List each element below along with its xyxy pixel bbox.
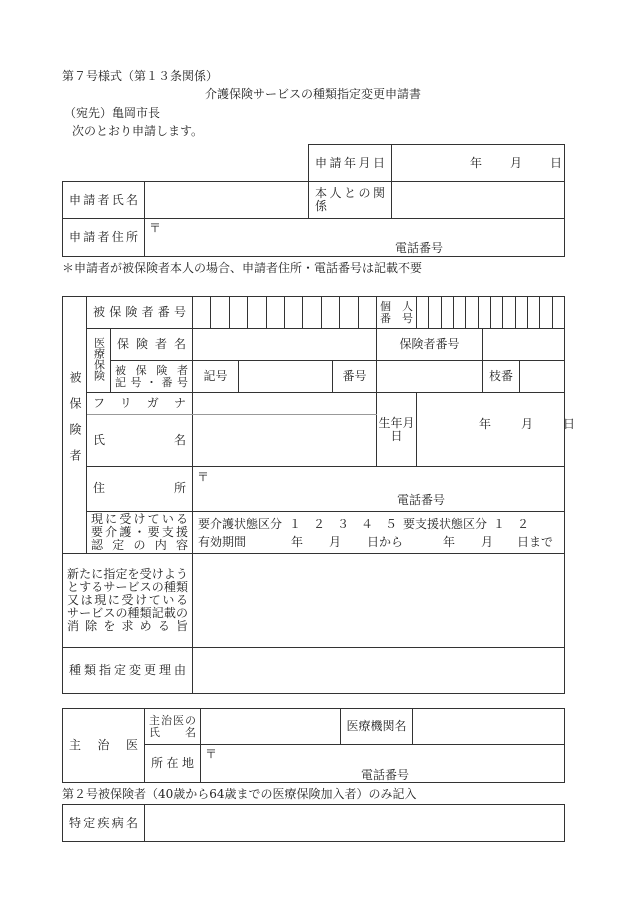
phone-label: 電話番号: [361, 768, 410, 782]
symbol-field[interactable]: [239, 361, 333, 393]
change-reason-field[interactable]: [193, 647, 565, 693]
service-purpose-field[interactable]: [193, 553, 565, 647]
date-unit-year: 年: [470, 156, 483, 170]
branch-label: 枝番: [483, 361, 520, 392]
birthdate-field[interactable]: [417, 393, 576, 467]
insurer-name-field[interactable]: [193, 329, 377, 361]
insured-number-field[interactable]: [193, 297, 377, 329]
form-title: 介護保険サービスの種類指定変更申請書: [205, 87, 422, 101]
insured-address-label: 住所: [87, 467, 193, 511]
birth-unit-year: 年: [479, 417, 492, 432]
valid-period-label: 有効期間: [198, 534, 247, 549]
from-unit-year: 年: [291, 534, 304, 549]
applicant-address-field[interactable]: [145, 219, 565, 257]
insurer-number-label: 保険者番号: [377, 329, 483, 361]
personal-number-label: 個 人 番 号: [377, 297, 417, 329]
date-unit-month: 月: [510, 156, 523, 170]
birthdate-label: 生年月日: [377, 393, 417, 467]
to-unit-year: 年: [443, 534, 456, 549]
support-level-label: 要支援状態区分: [403, 516, 488, 531]
applicant-table: [62, 144, 565, 257]
insured-number-label: 被保険者番号: [87, 297, 193, 329]
to-unit-day: 日まで: [517, 534, 554, 549]
application-date-label: 申請年月日: [309, 145, 392, 182]
intro-text: 次のとおり申請します。: [72, 124, 204, 138]
disease-field[interactable]: [145, 805, 565, 842]
disease-label: 特定疾病名: [63, 805, 145, 842]
policy-symbol-number-label: 被保険者 記号・番号: [111, 361, 193, 393]
phone-label: 電話番号: [397, 493, 446, 508]
care-level-label: 要介護状態区分: [198, 516, 283, 531]
relation-label: 本人との関係: [309, 182, 392, 219]
applicant-address-label: 申請者住所: [63, 219, 145, 257]
institution-field[interactable]: [413, 709, 565, 745]
doctor-name-field[interactable]: [201, 709, 341, 745]
doctor-group-label: 主治医: [63, 709, 145, 783]
from-unit-day: 日から: [367, 534, 404, 549]
personal-number-field[interactable]: [417, 297, 565, 329]
branch-number-field[interactable]: [483, 361, 565, 393]
number-label: 番号: [333, 361, 377, 393]
footer-note: 第２号被保険者（40歳から64歳までの医療保険加入者）のみ記入: [62, 787, 417, 801]
number-field[interactable]: [377, 361, 483, 393]
insured-name-field[interactable]: [193, 415, 377, 467]
institution-label: 医療機関名: [341, 709, 413, 745]
application-date-field[interactable]: [392, 145, 565, 182]
to-unit-month: 月: [481, 534, 494, 549]
form-number: 第７号様式（第１３条関係）: [62, 69, 219, 83]
doctor-table: [62, 708, 565, 783]
certification-label: 現に受けている 要介護・要支援 認定の内容: [87, 511, 193, 553]
disease-table: [62, 804, 565, 842]
date-unit-day: 日: [550, 156, 563, 170]
insured-name-label: 氏名: [87, 415, 193, 467]
insurer-number-field[interactable]: [483, 329, 565, 361]
doctor-location-field[interactable]: [201, 745, 565, 783]
furigana-field[interactable]: [193, 393, 377, 415]
addressee: （宛先）亀岡市長: [64, 106, 161, 120]
change-reason-label: 種類指定変更理由: [63, 647, 193, 693]
relation-field[interactable]: [392, 182, 565, 219]
furigana-label: フリガナ: [87, 393, 193, 415]
applicant-note: ＊申請者が被保険者本人の場合、申請者住所・電話番号は記載不要: [62, 261, 423, 275]
insured-address-field[interactable]: [193, 467, 565, 511]
birth-unit-day: 日: [563, 417, 576, 432]
postal-mark: 〒: [197, 470, 210, 485]
phone-label: 電話番号: [395, 241, 444, 255]
service-purpose-label: 新たに指定を受けよう とするサービスの種類 又は現に受けている サービスの種類記載の 消除を求める旨: [63, 553, 193, 647]
postal-mark: 〒: [205, 747, 218, 761]
insured-table: [62, 296, 576, 694]
applicant-name-label: 申請者氏名: [63, 182, 145, 219]
care-level-options[interactable]: １ ２ ３ ４ ５: [289, 516, 398, 531]
medical-insurance-label: 医療保険: [87, 329, 111, 393]
postal-mark: 〒: [149, 221, 162, 235]
doctor-location-label: 所在地: [145, 745, 201, 783]
birth-unit-month: 月: [521, 417, 534, 432]
insurer-name-label: 保険者名: [111, 329, 193, 361]
insured-group-label: 被保険者: [63, 297, 87, 554]
applicant-name-field[interactable]: [145, 182, 309, 219]
symbol-label: 記号: [193, 361, 239, 393]
from-unit-month: 月: [329, 534, 342, 549]
support-level-options[interactable]: １ ２: [493, 516, 530, 531]
certification-field[interactable]: [193, 511, 565, 553]
doctor-name-label: 主治医の 氏 名: [145, 709, 201, 745]
